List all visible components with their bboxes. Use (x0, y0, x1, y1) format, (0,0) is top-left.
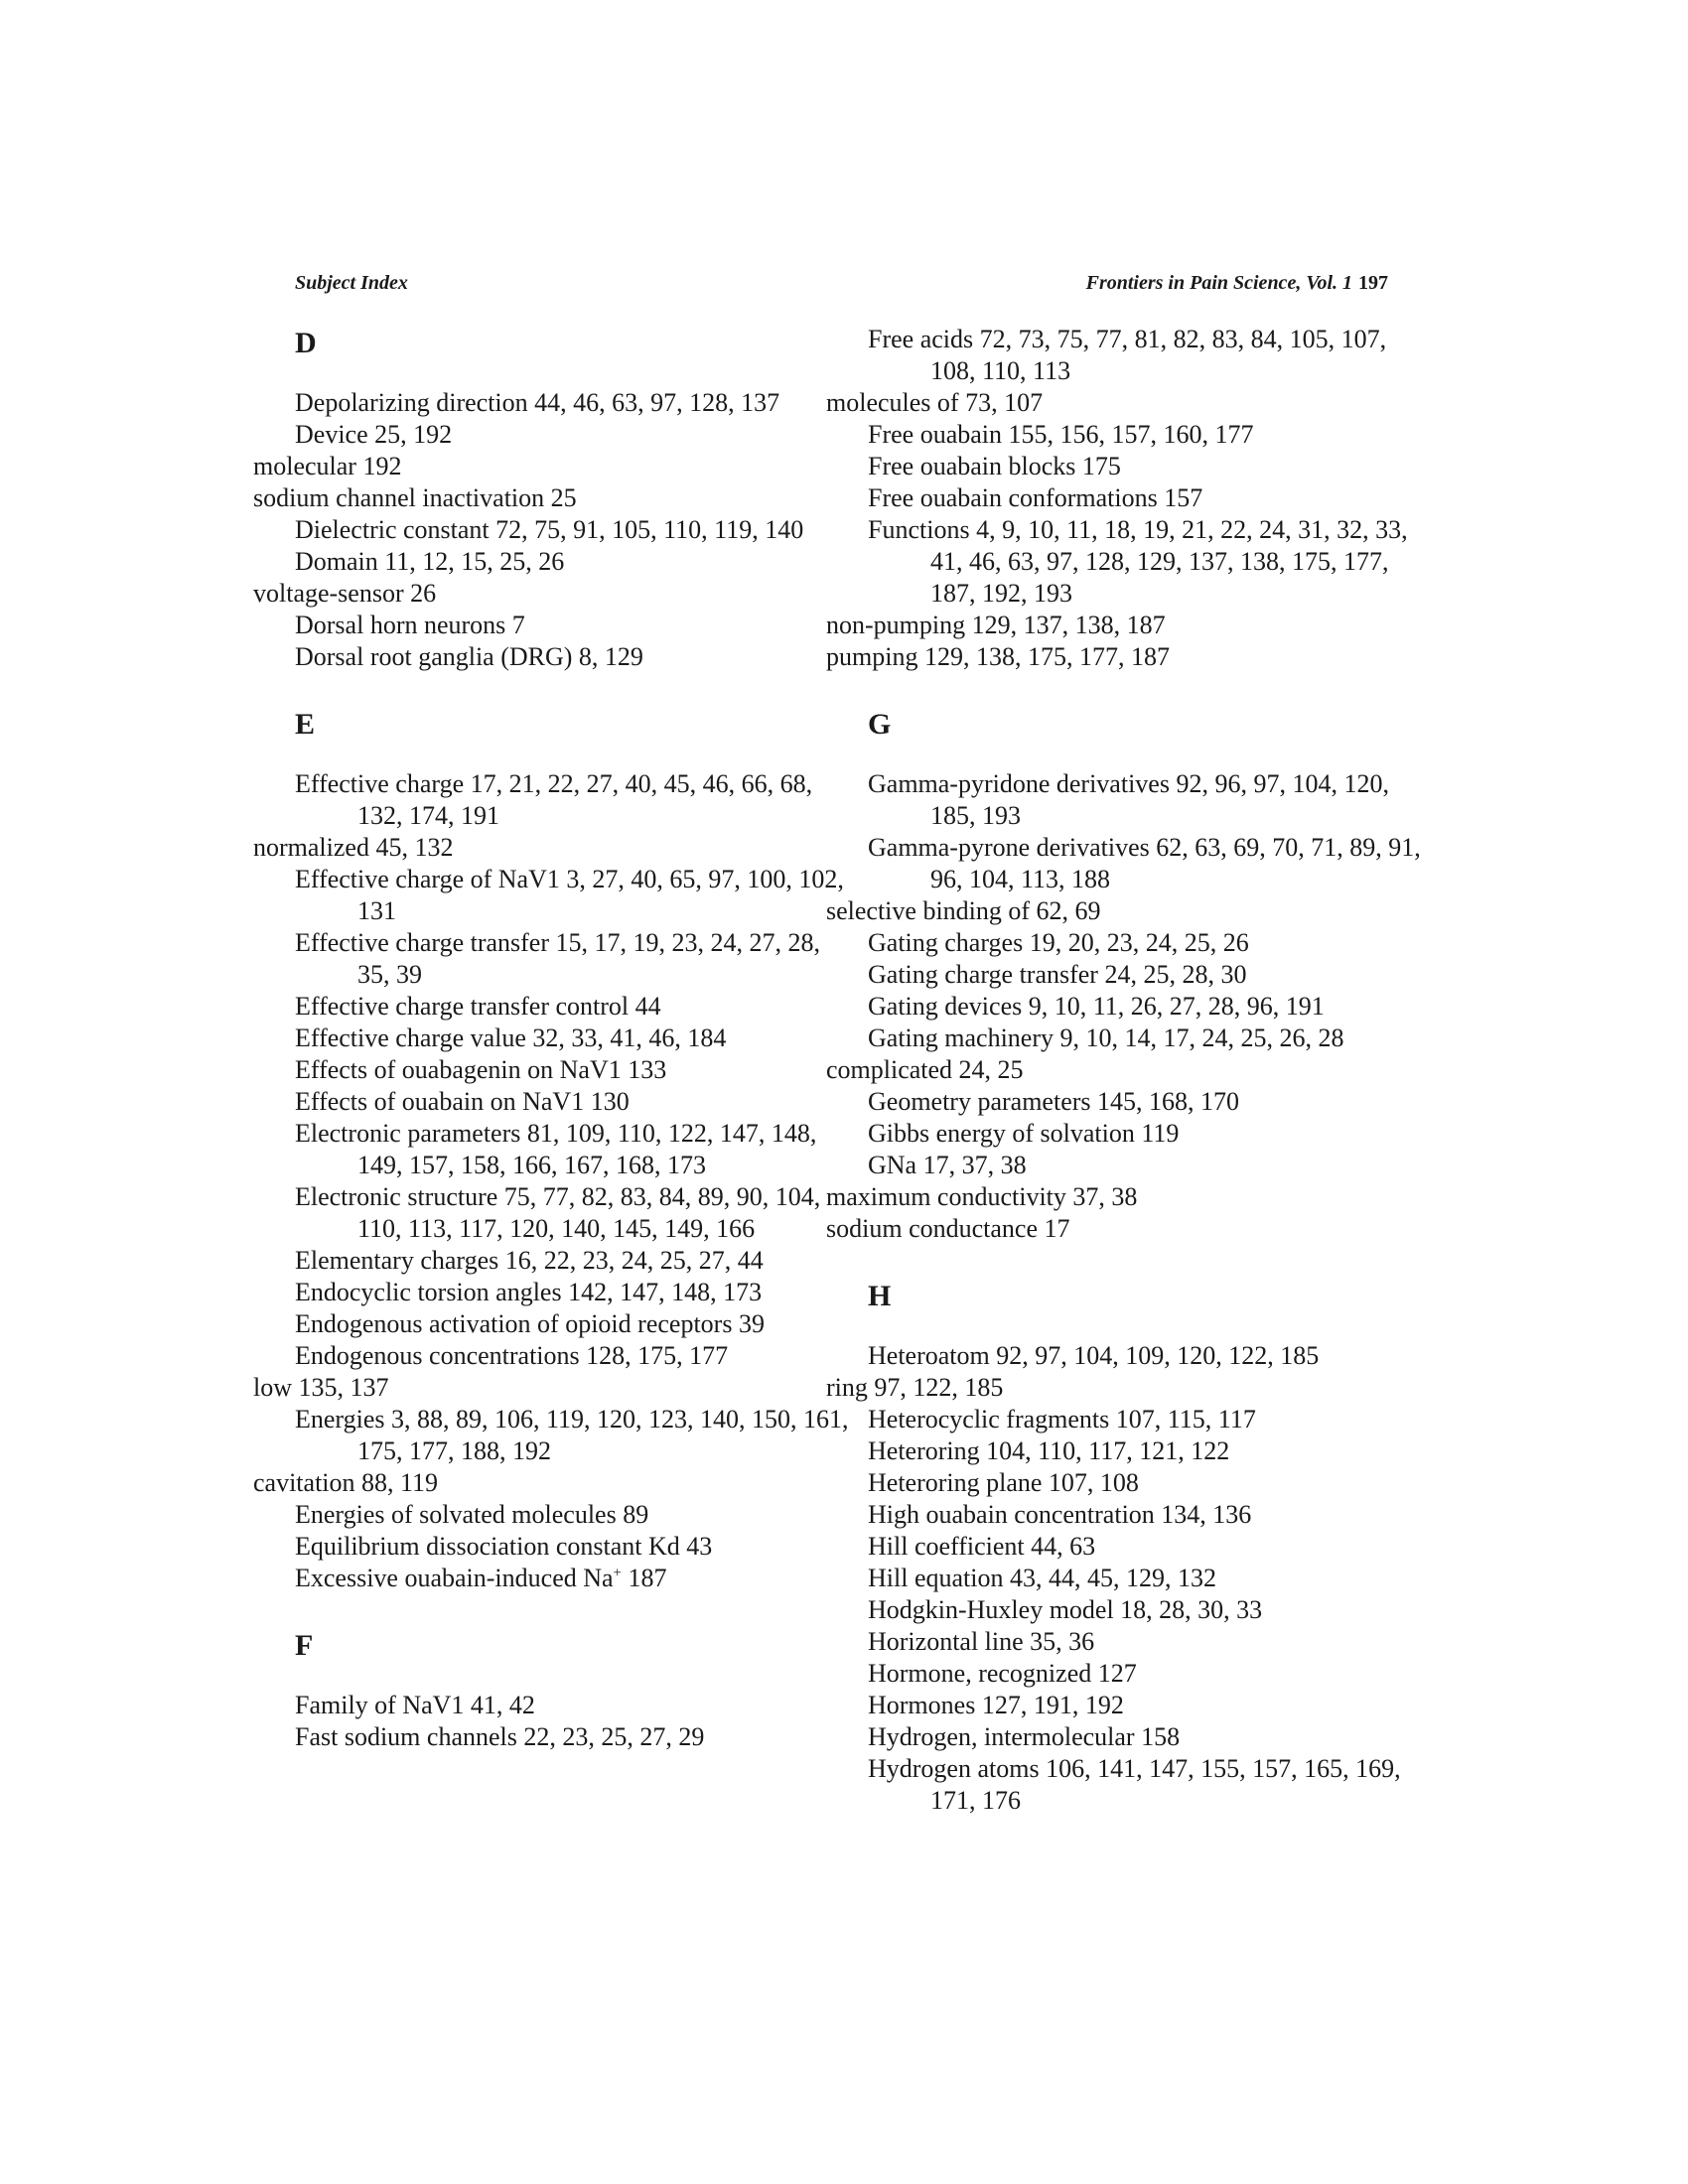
index-entry: Hill equation 43, 44, 45, 129, 132 (868, 1564, 1216, 1592)
index-subentry: voltage-sensor 26 (253, 579, 437, 608)
index-entry: Functions 4, 9, 10, 11, 18, 19, 21, 22, 24, 31, 32, 33, 41, 46, 63, 97, 128, 129, 137, 138, 175, 177, 187, 192, 193 (868, 515, 1408, 608)
index-entry: Gating charge transfer 24, 25, 28, 30 (868, 960, 1247, 989)
index-entry: Domain 11, 12, 15, 25, 26 (295, 547, 565, 576)
index-entry: Effective charge 17, 21, 22, 27, 40, 45, 46, 66, 68, 132, 174, 191 (295, 769, 813, 830)
index-entry: Fast sodium channels 22, 23, 25, 27, 29 (295, 1722, 705, 1751)
section-letter-e: E (295, 708, 316, 741)
index-subentry: molecular 192 (253, 452, 402, 480)
index-entry: Gibbs energy of solvation 119 (868, 1119, 1180, 1148)
index-subentry: pumping 129, 138, 175, 177, 187 (826, 642, 1170, 671)
index-subentry: ring 97, 122, 185 (826, 1373, 1004, 1402)
index-entry: Hormones 127, 191, 192 (868, 1691, 1124, 1719)
index-entry: Geometry parameters 145, 168, 170 (868, 1087, 1240, 1116)
index-entry: Free ouabain conformations 157 (868, 483, 1203, 512)
index-entry: Hormone, recognized 127 (868, 1659, 1137, 1688)
index-entry: Hydrogen atoms 106, 141, 147, 155, 157, 165, 169, 171, 176 (868, 1754, 1401, 1815)
index-entry: Energies of solvated molecules 89 (295, 1500, 649, 1529)
index-column-right (826, 324, 1424, 1817)
index-entry: Dielectric constant 72, 75, 91, 105, 110, 119, 140 (295, 515, 804, 544)
index-entry: Electronic parameters 81, 109, 110, 122, 147, 148, 149, 157, 158, 166, 167, 168, 173 (295, 1119, 817, 1179)
index-subentry: sodium conductance 17 (826, 1214, 1070, 1243)
index-entry: Dorsal root ganglia (DRG) 8, 129 (295, 642, 643, 671)
index-subentry: non-pumping 129, 137, 138, 187 (826, 611, 1166, 639)
index-subentry: selective binding of 62, 69 (826, 896, 1101, 925)
section-letter-h: H (868, 1280, 892, 1312)
section-letter-d: D (295, 327, 317, 359)
running-header-right (1086, 272, 1388, 295)
index-entry: Elementary charges 16, 22, 23, 24, 25, 27, 44 (295, 1246, 764, 1275)
index-subentry: molecules of 73, 107 (826, 388, 1044, 417)
index-column-left (253, 324, 851, 1753)
index-entry: Dorsal horn neurons 7 (295, 611, 525, 639)
index-entry: Free ouabain blocks 175 (868, 452, 1121, 480)
index-entry: Hodgkin-Huxley model 18, 28, 30, 33 (868, 1595, 1263, 1624)
index-subentry: complicated 24, 25 (826, 1055, 1024, 1084)
index-entry: Heteroring 104, 110, 117, 121, 122 (868, 1436, 1230, 1465)
index-entry: Gamma-pyrone derivatives 62, 63, 69, 70, 71, 89, 91, 96, 104, 113, 188 (868, 833, 1421, 893)
index-entry: Device 25, 192 (295, 420, 453, 449)
index-entry: Family of NaV1 41, 42 (295, 1691, 535, 1719)
index-entry: Effects of ouabain on NaV1 130 (295, 1087, 630, 1116)
page-number: 197 (1358, 272, 1388, 294)
index-entry: Hill coefficient 44, 63 (868, 1532, 1096, 1561)
index-entry: GNa 17, 37, 38 (868, 1151, 1027, 1179)
index-entry: Effective charge of NaV1 3, 27, 40, 65, 97, 100, 102, 131 (295, 865, 844, 925)
index-subentry: low 135, 137 (253, 1373, 389, 1402)
index-subentry: cavitation 88, 119 (253, 1468, 439, 1497)
journal-title: Frontiers in Pain Science, Vol. 1 (1085, 272, 1352, 294)
index-entry: Gating machinery 9, 10, 14, 17, 24, 25, 26, 28 (868, 1024, 1344, 1052)
section-letter-g: G (868, 708, 892, 741)
index-entry: Gamma-pyridone derivatives 92, 96, 97, 104, 120, 185, 193 (868, 769, 1389, 830)
index-entry: Heteroatom 92, 97, 104, 109, 120, 122, 185 (868, 1341, 1320, 1370)
index-entry: Gating charges 19, 20, 23, 24, 25, 26 (868, 928, 1249, 957)
index-entry: Horizontal line 35, 36 (868, 1627, 1095, 1656)
index-subentry: sodium channel inactivation 25 (253, 483, 577, 512)
index-entry: Heterocyclic fragments 107, 115, 117 (868, 1405, 1256, 1433)
index-entry: Effects of ouabagenin on NaV1 133 (295, 1055, 667, 1084)
index-entry: Hydrogen, intermolecular 158 (868, 1722, 1181, 1751)
index-entry: Electronic structure 75, 77, 82, 83, 84, 89, 90, 104, 110, 113, 117, 120, 140, 145, 149, 166 (295, 1182, 821, 1243)
index-entry: Heteroring plane 107, 108 (868, 1468, 1139, 1497)
index-entry: Effective charge transfer control 44 (295, 992, 661, 1021)
index-entry: Energies 3, 88, 89, 106, 119, 120, 123, 140, 150, 161, 175, 177, 188, 192 (295, 1405, 849, 1465)
index-entry: Gating devices 9, 10, 11, 26, 27, 28, 96, 191 (868, 992, 1325, 1021)
index-entry: Endogenous concentrations 128, 175, 177 (295, 1341, 729, 1370)
index-entry: Equilibrium dissociation constant Kd 43 (295, 1532, 713, 1561)
index-subentry: maximum conductivity 37, 38 (826, 1182, 1138, 1211)
index-entry: Excessive ouabain-induced Na+ 187 (295, 1564, 667, 1592)
index-entry: Effective charge transfer 15, 17, 19, 23, 24, 27, 28, 35, 39 (295, 928, 821, 989)
section-letter-f: F (295, 1629, 314, 1662)
index-entry: Endocyclic torsion angles 142, 147, 148, 173 (295, 1278, 763, 1306)
running-header-left: Subject Index (295, 272, 408, 294)
index-entry: Free acids 72, 73, 75, 77, 81, 82, 83, 84, 105, 107, 108, 110, 113 (868, 325, 1387, 385)
index-entry: Free ouabain 155, 156, 157, 160, 177 (868, 420, 1254, 449)
index-entry: High ouabain concentration 134, 136 (868, 1500, 1252, 1529)
index-entry: Effective charge value 32, 33, 41, 46, 184 (295, 1024, 727, 1052)
index-entry: Endogenous activation of opioid receptors 39 (295, 1309, 765, 1338)
index-subentry: normalized 45, 132 (253, 833, 454, 862)
index-entry: Depolarizing direction 44, 46, 63, 97, 128, 137 (295, 388, 780, 417)
